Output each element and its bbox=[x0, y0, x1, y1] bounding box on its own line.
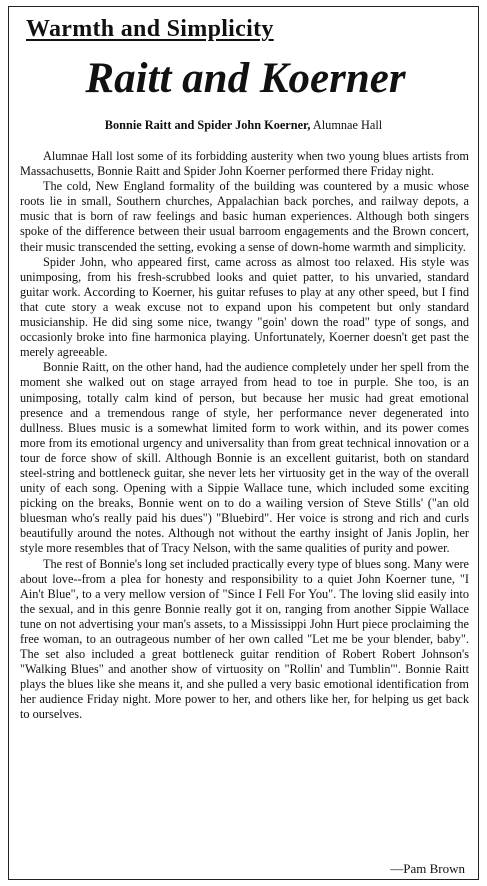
article-kicker: Warmth and Simplicity bbox=[26, 16, 274, 42]
paragraph: The cold, New England formality of the building was countered by a music whose roots lie in small, Southern churches, Appalachian back porches, and railway depots, a music that is born of raw feelings and basic human experiences. Although both singers spoke of the difference between their usual barroom engagements and the Brown concert, their music transcended the setting, evoking a sense of down-home warmth and simplicity. bbox=[20, 179, 469, 254]
author-signature: —Pam Brown bbox=[390, 861, 465, 876]
paragraph: The rest of Bonnie's long set included practically every type of blues song. Many were about love--from a plea for honesty and responsibility to a quiet John Koerner tune, "I Ain't Blue", to a very mellow version of "Since I Fell For You". The loving slid easily into the sexual, and in this genre Bonnie really got it on, ranging from another Sippie Wallace tune on not advertising your man's assets, to a Mississippi John Hurt piece proclaiming the free woman, to an outrageous number of her own called "Let me be your blender, baby". The set also included a great bottleneck guitar rendition of Robert Robert Johnson's "Walking Blues" and another show of virtuosity on "Rollin' and Tumblin'". Bonnie Raitt plays the blues like she means it, and she pulled a very basic emotional identification from her audience Friday night. More power to her, and others like her, for helping us get back to ourselves. bbox=[20, 556, 469, 722]
paragraph: Spider John, who appeared first, came across as almost too relaxed. His style was unimposing, from his fresh-scrubbed looks and quiet patter, to his unvaried, standard guitar work. According to Koerner, his guitar refuses to play at any other speed, but I find that cute story a weak excuse not to expand upon his competent but only standard musicianship. He did sing some nice, twangy "goin' down the road" type of songs, and occasionly broke into fine harmonica playing. Unfortunately, Koerner doesn't get past the merely agreeable. bbox=[20, 254, 469, 360]
article-headline: Raitt and Koerner bbox=[85, 55, 406, 102]
article-body bbox=[20, 149, 469, 723]
paragraph: Alumnae Hall lost some of its forbidding austerity when two young blues artists from Massachusetts, Bonnie Raitt and Spider John Koerner performed there Friday night. bbox=[20, 149, 469, 179]
paragraph: Bonnie Raitt, on the other hand, had the audience completely under her spell from the moment she walked out on stage arrayed from head to toe in purple. She too, is an unimposing, totally calm kind of person, but because her music had great emotional presence and a tremendous range of style, her performance never degenerated into dullness. Blues music is a somewhat limited form to work within, and its power comes more from its emotional urgency and universality than from great technical innovation or a tour de force show of skill. Although Bonnie is an excellent guitarist, both on standard steel-string and bottleneck guitar, she never lets her virtuosity get in the way of the overall unity of each song. Opening with a Sippie Wallace tune, which included some exciting picking on the breaks, Bonnie went on to do a wailing version of Steve Stills' ("an old bluesman who's really paid his dues") "Bluebird". Her voice is strong and rich and curls beautifully around the notes. Although not without the earthy insight of Janis Joplin, her style more resembles that of Tracy Nelson, with the same qualities of purity and power. bbox=[20, 360, 469, 556]
byline-performers: Bonnie Raitt and Spider John Koerner, bbox=[104, 118, 311, 132]
article-byline bbox=[20, 118, 467, 133]
byline-venue: Alumnae Hall bbox=[312, 118, 383, 132]
